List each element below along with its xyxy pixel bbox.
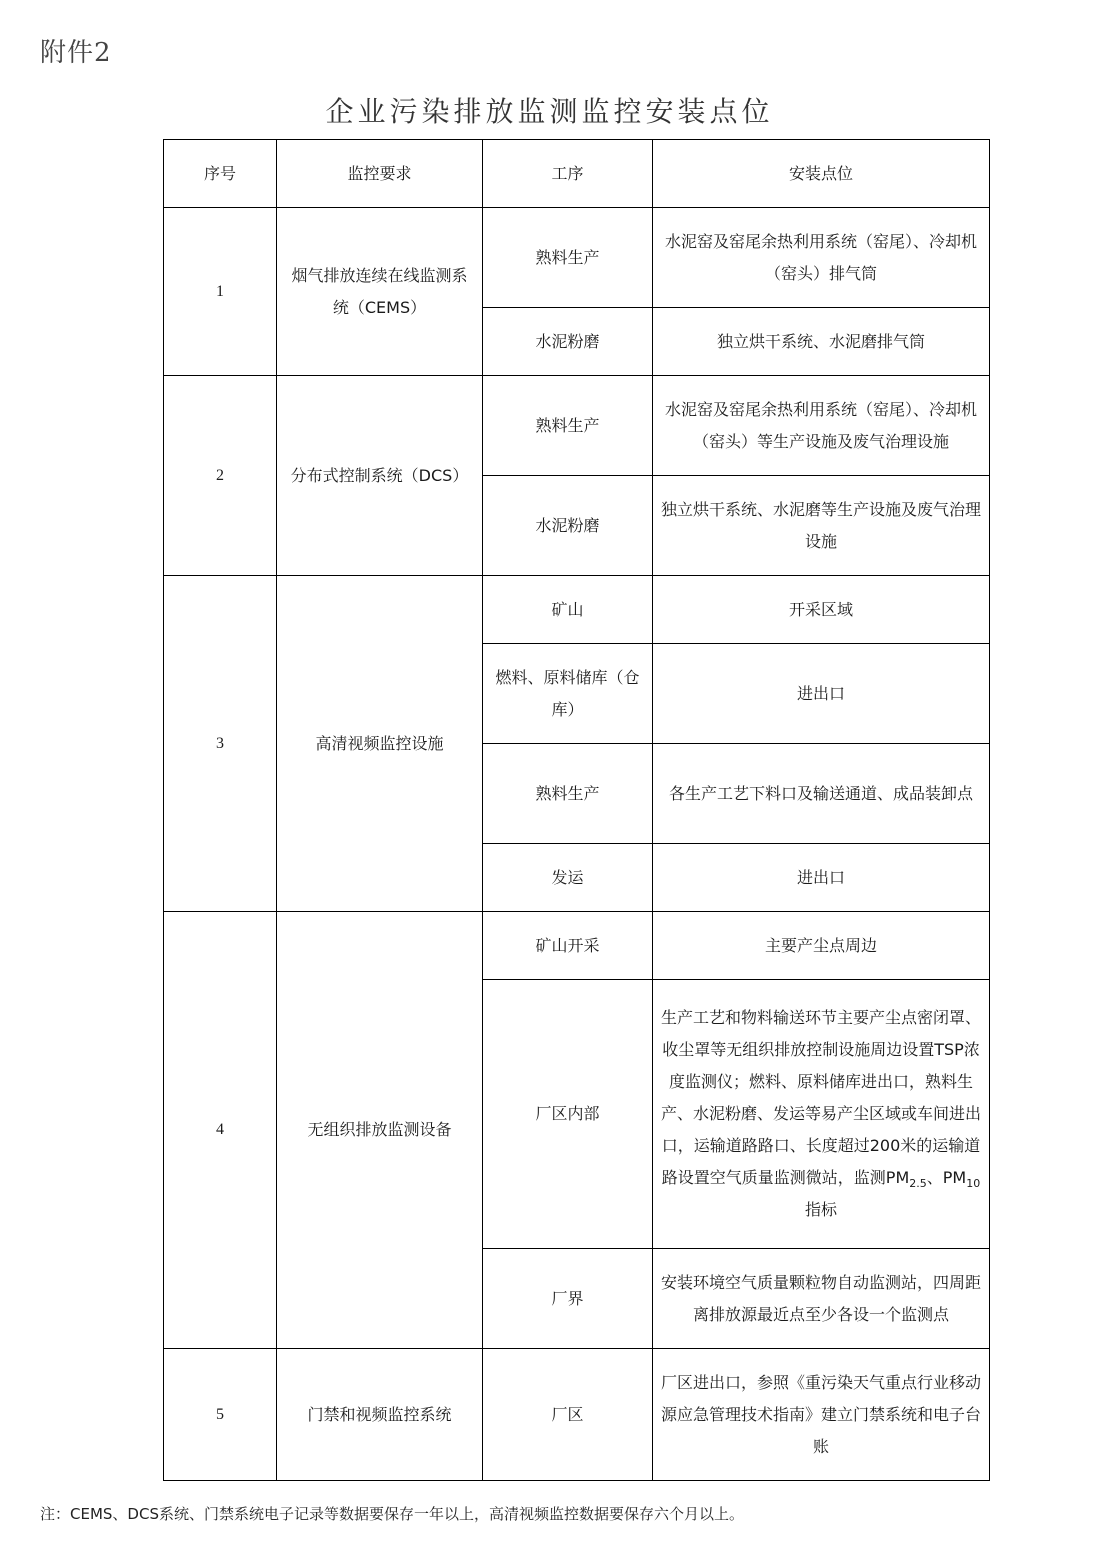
process-cell: 熟料生产 bbox=[483, 376, 653, 476]
footnote: 注：CEMS、DCS系统、门禁系统电子记录等数据要保存一年以上，高清视频监控数据要保存六个月以上。 bbox=[40, 1505, 744, 1523]
table-row bbox=[164, 208, 990, 308]
process-cell: 矿山开采 bbox=[483, 912, 653, 980]
process-cell: 水泥粉磨 bbox=[483, 476, 653, 576]
location-cell: 独立烘干系统、水泥磨排气筒 bbox=[653, 308, 990, 376]
requirement-cell: 高清视频监控设施 bbox=[277, 576, 483, 912]
location-text: 生产工艺和物料输送环节主要产尘点密闭罩、收尘罩等无组织排放控制设施周边设置TSP浓度监测仪；燃料、原料储库进出口，熟料生产、水泥粉磨、发运等易产尘区域或车间进出口，运输道路路口、长度超过200米的运输道路设置空气质量监测微站，监测 bbox=[661, 1008, 982, 1187]
location-cell: 进出口 bbox=[653, 644, 990, 744]
location-cell: 开采区域 bbox=[653, 576, 990, 644]
header-seq: 序号 bbox=[164, 140, 277, 208]
process-cell: 水泥粉磨 bbox=[483, 308, 653, 376]
seq-cell: 2 bbox=[164, 376, 277, 576]
location-cell: 安装环境空气质量颗粒物自动监测站，四周距离排放源最近点至少各设一个监测点 bbox=[653, 1249, 990, 1349]
location-cell: 水泥窑及窑尾余热利用系统（窑尾）、冷却机（窑头）排气筒 bbox=[653, 208, 990, 308]
process-cell: 熟料生产 bbox=[483, 744, 653, 844]
location-cell: 主要产尘点周边 bbox=[653, 912, 990, 980]
pm25-subscript: 2.5 bbox=[909, 1177, 927, 1191]
location-cell: 独立烘干系统、水泥磨等生产设施及废气治理设施 bbox=[653, 476, 990, 576]
process-cell: 厂区 bbox=[483, 1349, 653, 1481]
process-cell: 厂区内部 bbox=[483, 980, 653, 1249]
table-row bbox=[164, 1349, 990, 1481]
location-cell: 水泥窑及窑尾余热利用系统（窑尾）、冷却机（窑头）等生产设施及废气治理设施 bbox=[653, 376, 990, 476]
separator: 、 bbox=[926, 1168, 943, 1187]
location-cell bbox=[653, 980, 990, 1249]
indicator-suffix: 指标 bbox=[804, 1200, 837, 1219]
process-cell: 厂界 bbox=[483, 1249, 653, 1349]
location-cell: 各生产工艺下料口及输送通道、成品装卸点 bbox=[653, 744, 990, 844]
seq-cell: 5 bbox=[164, 1349, 277, 1481]
requirement-cell: 烟气排放连续在线监测系统（CEMS） bbox=[277, 208, 483, 376]
table-row bbox=[164, 576, 990, 644]
requirement-cell: 无组织排放监测设备 bbox=[277, 912, 483, 1349]
seq-cell: 4 bbox=[164, 912, 277, 1349]
document-title: 企业污染排放监测监控安装点位 bbox=[325, 95, 774, 128]
table-header-row bbox=[164, 140, 990, 208]
seq-cell: 3 bbox=[164, 576, 277, 912]
location-cell: 进出口 bbox=[653, 844, 990, 912]
pm10-label: PM bbox=[942, 1168, 967, 1187]
process-cell: 燃料、原料储库（仓库） bbox=[483, 644, 653, 744]
pm25-label: PM bbox=[885, 1168, 910, 1187]
table-row bbox=[164, 376, 990, 476]
header-process: 工序 bbox=[483, 140, 653, 208]
process-cell: 发运 bbox=[483, 844, 653, 912]
seq-cell: 1 bbox=[164, 208, 277, 376]
pm10-subscript: 10 bbox=[966, 1177, 981, 1191]
location-cell: 厂区进出口，参照《重污染天气重点行业移动源应急管理技术指南》建立门禁系统和电子台账 bbox=[653, 1349, 990, 1481]
table-row bbox=[164, 912, 990, 980]
header-location: 安装点位 bbox=[653, 140, 990, 208]
process-cell: 矿山 bbox=[483, 576, 653, 644]
monitoring-table bbox=[163, 139, 990, 1481]
requirement-cell: 分布式控制系统（DCS） bbox=[277, 376, 483, 576]
process-cell: 熟料生产 bbox=[483, 208, 653, 308]
attachment-label: 附件2 bbox=[40, 38, 112, 68]
requirement-cell: 门禁和视频监控系统 bbox=[277, 1349, 483, 1481]
header-requirement: 监控要求 bbox=[277, 140, 483, 208]
